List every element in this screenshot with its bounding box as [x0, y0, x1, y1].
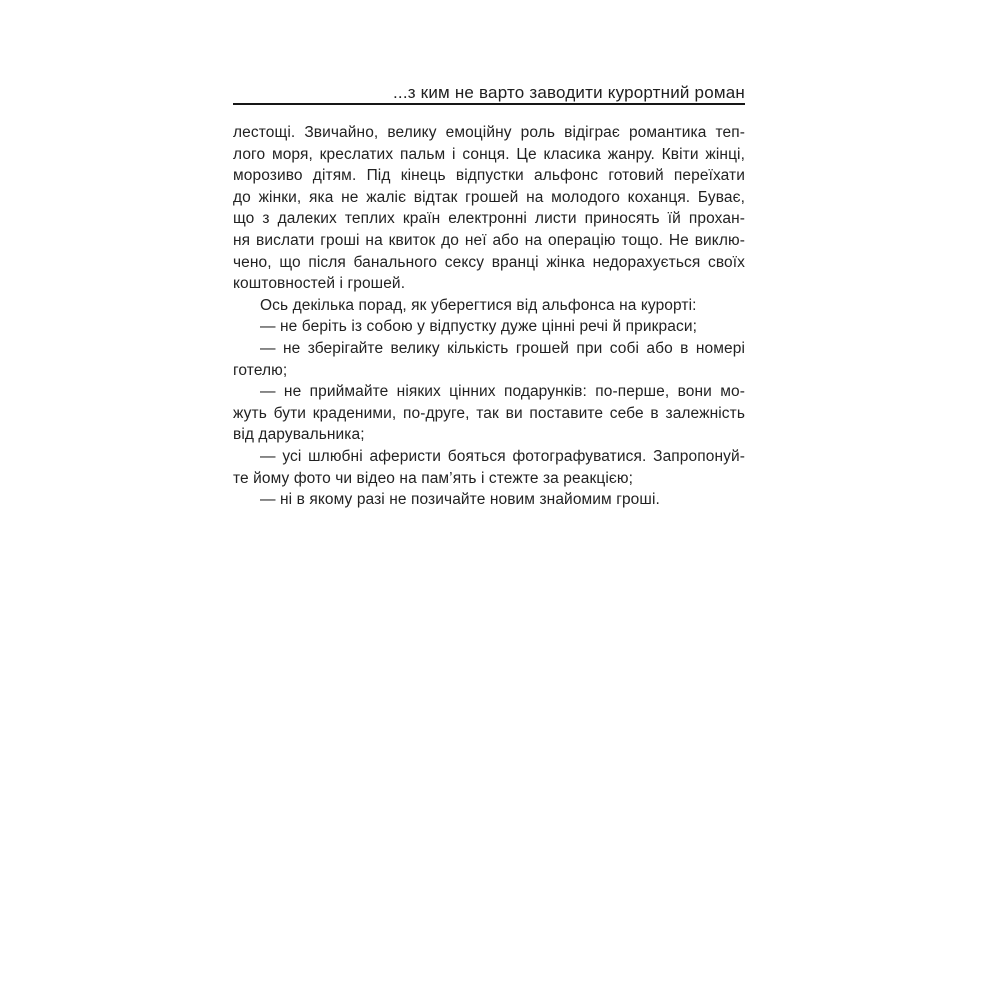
text-line: ня вислати гроші на квиток до неї або на операцію тощо. Не виклю- [233, 231, 745, 249]
text-line: морозиво дітям. Під кінець відпустки альфонс готовий переїхати [233, 167, 745, 185]
text-line: — ні в якому разі не позичайте новим знайомим гроші. [260, 491, 660, 509]
text-line: від дарувальника; [233, 426, 365, 444]
text-line: жуть бути краденими, по-друге, так ви поставите себе в залежність [233, 404, 745, 422]
text-line: лестощі. Звичайно, велику емоційну роль відіграє романтика теп- [233, 124, 745, 141]
header-rule [233, 103, 745, 105]
text-line: готелю; [233, 361, 288, 379]
text-line: чено, що після банального сексу вранці жінка недорахується своїх [233, 253, 745, 271]
text-line: — не приймайте ніяких цінних подарунків: по-перше, вони мо- [260, 383, 745, 401]
text-line: лого моря, креслатих пальм і сонця. Це класика жанру. Квіти жінці, [233, 145, 745, 163]
page-text [233, 122, 745, 511]
text-line: що з далеких теплих країн електронні листи приносять їй прохан- [233, 210, 745, 228]
text-line: — усі шлюбні аферисти бояться фотографуватися. Запропонуй- [260, 447, 745, 465]
text-line: — не беріть із собою у відпустку дуже цінні речі й прикраси; [260, 318, 697, 336]
text-line: Ось декілька порад, як уберегтися від альфонса на курорті: [260, 296, 697, 314]
text-line: до жінки, яка не жаліє відтак грошей на молодого коханця. Буває, [233, 188, 745, 206]
text-line: те йому фото чи відео на пам’ять і стежте за реакцією; [233, 469, 634, 487]
running-header: ...з ким не варто заводити курортний роман [393, 83, 745, 102]
text-line: коштовностей і грошей. [233, 275, 406, 293]
text-line: — не зберігайте велику кількість грошей при собі або в номері [260, 339, 745, 357]
